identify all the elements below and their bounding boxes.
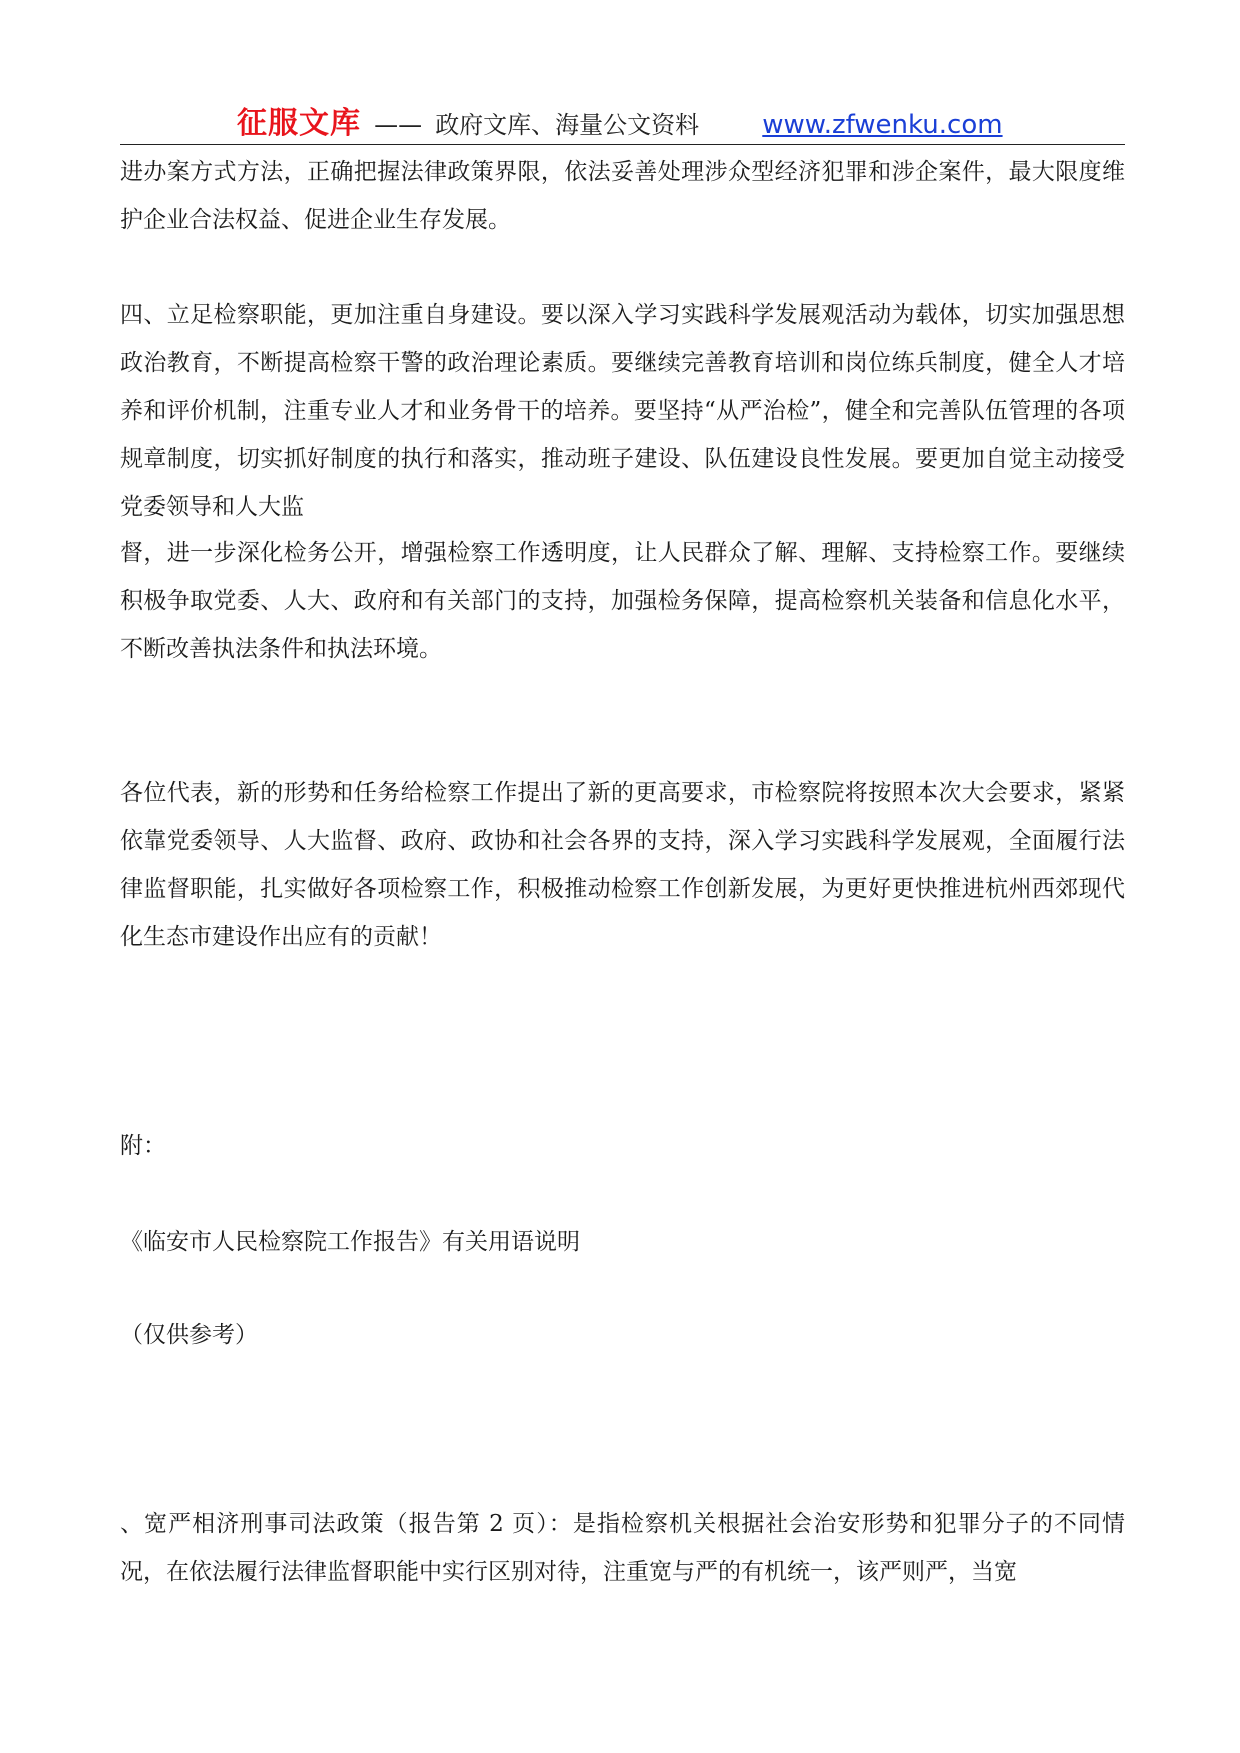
paragraph-5: 、宽严相济刑事司法政策（报告第 2 页）：是指检察机关根据社会治安形势和犯罪分子的不同情况，在依法履行法律监督职能中实行区别对待，注重宽与严的有机统一，该严则严，当宽 [120, 1511, 1125, 1585]
paragraph-2: 四、立足检察职能，更加注重自身建设。要以深入学习实践科学发展观活动为载体，切实加强思想政治教育，不断提高检察干警的政治理论素质。要继续完善教育培训和岗位练兵制度，健全人才培养和评价机制，注重专业人才和业务骨干的培养。要坚持“从严治检”，健全和完善队伍管理的各项规章制度，切实抓好制度的执行和落实，推动班子建设、队伍建设良性发展。要更加自觉主动接受党委领导和人大监 [120, 302, 1125, 520]
header-tagline: 政府文库、海量公文资料 [435, 111, 700, 139]
page-header [120, 96, 1125, 145]
header-separator: —— [374, 111, 423, 139]
paragraph-3: 督，进一步深化检务公开，增强检察工作透明度，让人民群众了解、理解、支持检察工作。要继续积极争取党委、人大、政府和有关部门的支持，加强检务保障，提高检察机关装备和信息化水平，不断改善执法条件和执法环境。 [120, 540, 1125, 662]
header-banner [237, 98, 1003, 142]
appendix-title: 《临安市人民检察院工作报告》有关用语说明 [120, 1229, 580, 1255]
site-url-link[interactable]: www.zfwenku.com [762, 110, 1003, 140]
reference-note: （仅供参考） [120, 1322, 258, 1348]
paragraph-1: 进办案方式方法，正确把握法律政策界限，依法妥善处理涉众型经济犯罪和涉企案件，最大限度维护企业合法权益、促进企业生存发展。 [120, 159, 1125, 233]
paragraph-4: 各位代表，新的形势和任务给检察工作提出了新的更高要求，市检察院将按照本次大会要求，紧紧依靠党委领导、人大监督、政府、政协和社会各界的支持，深入学习实践科学发展观，全面履行法律监督职能，扎实做好各项检察工作，积极推动检察工作创新发展，为更好更快推进杭州西郊现代化生态市建设作出应有的贡献！ [120, 780, 1125, 950]
brand-logo-text: 征服文库 [237, 106, 361, 141]
appendix-label: 附： [120, 1133, 166, 1159]
